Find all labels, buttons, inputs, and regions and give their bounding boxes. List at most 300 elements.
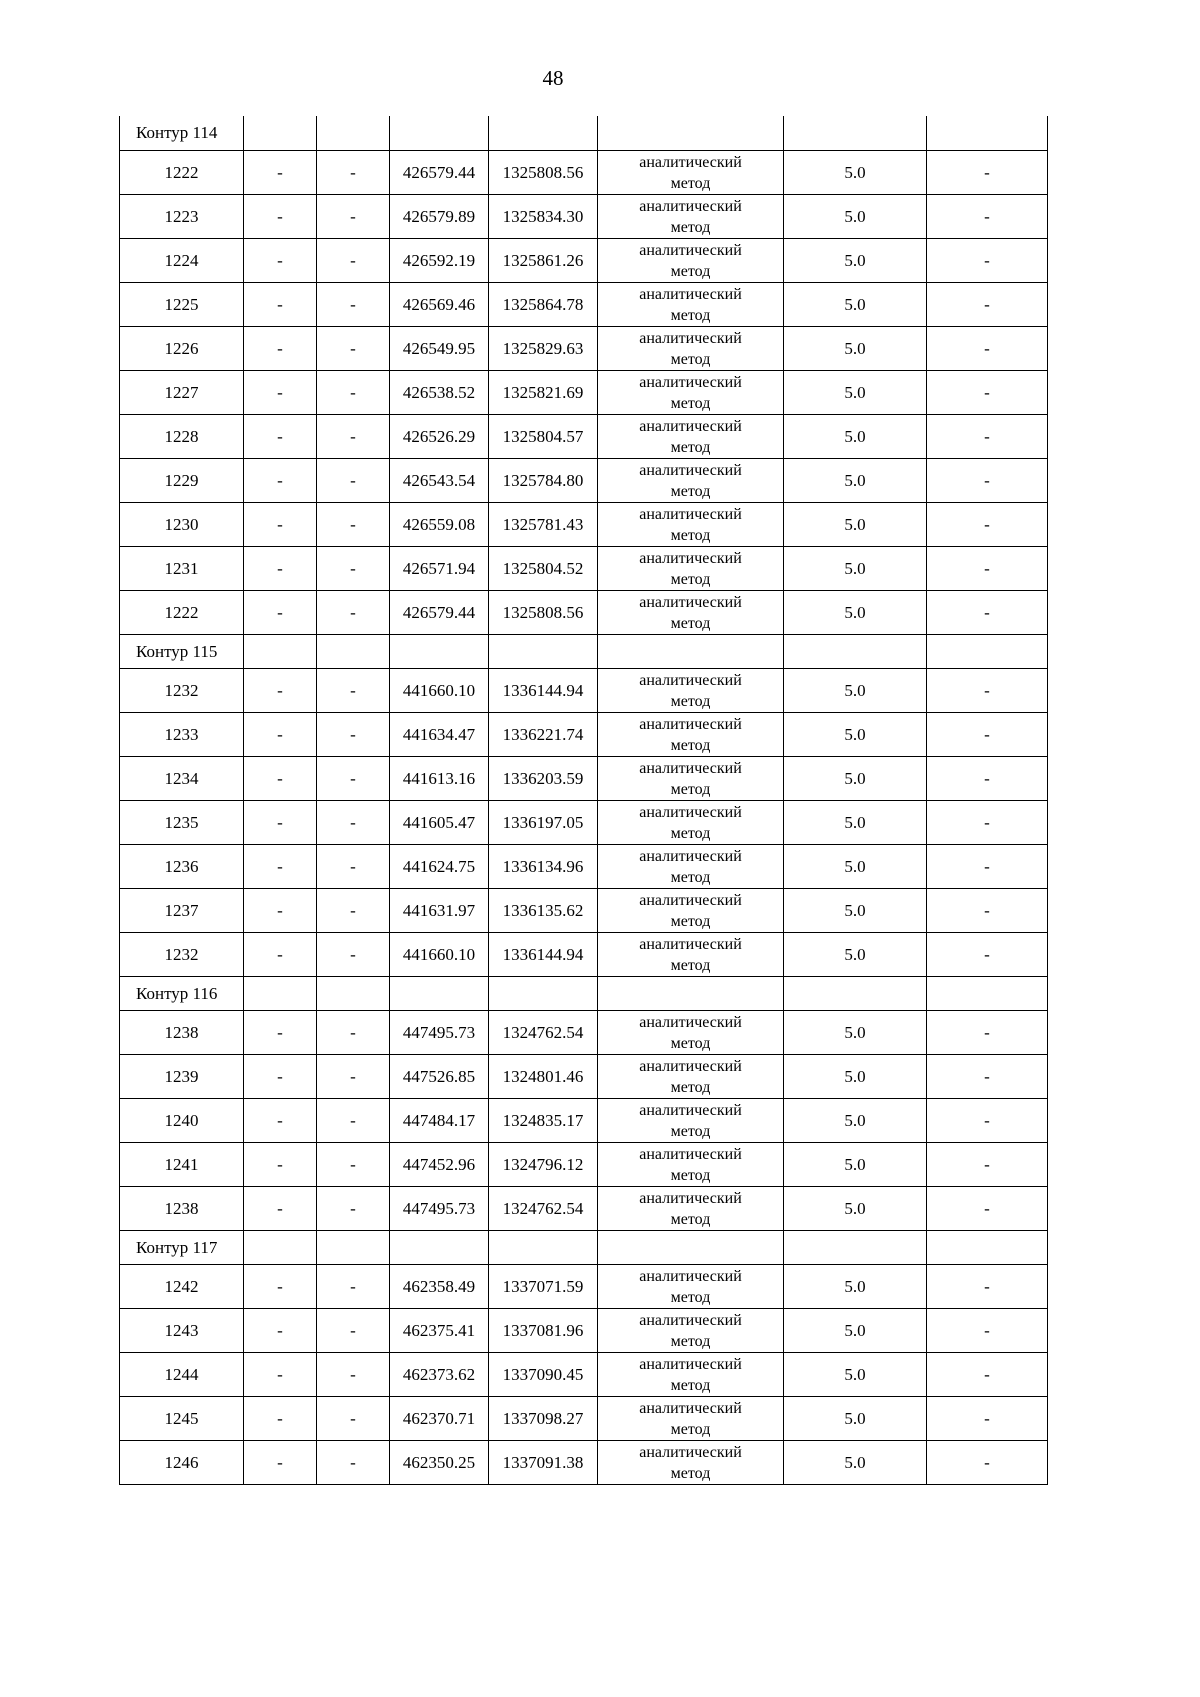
point-id-cell: 1243 xyxy=(120,1309,244,1353)
table-row xyxy=(120,713,1048,757)
dash-cell: - xyxy=(317,845,390,889)
method-line-1: аналитический xyxy=(639,715,742,733)
y-coordinate-cell: 1324762.54 xyxy=(489,1011,598,1055)
empty-cell xyxy=(244,977,317,1011)
method-line-2: метод xyxy=(670,306,711,324)
point-id-cell: 1222 xyxy=(120,151,244,195)
x-coordinate-cell: 426579.44 xyxy=(390,591,489,635)
note-cell: - xyxy=(927,591,1048,635)
method-line-2: метод xyxy=(670,174,711,192)
accuracy-cell: 5.0 xyxy=(784,1187,927,1231)
point-id-cell: 1225 xyxy=(120,283,244,327)
empty-cell xyxy=(598,977,784,1011)
x-coordinate-cell: 441660.10 xyxy=(390,933,489,977)
y-coordinate-cell: 1336203.59 xyxy=(489,757,598,801)
dash-cell: - xyxy=(244,669,317,713)
y-coordinate-cell: 1336221.74 xyxy=(489,713,598,757)
point-id-cell: 1232 xyxy=(120,933,244,977)
dash-cell: - xyxy=(244,239,317,283)
accuracy-cell: 5.0 xyxy=(784,459,927,503)
accuracy-cell: 5.0 xyxy=(784,547,927,591)
method-line-2: метод xyxy=(670,526,711,544)
empty-cell xyxy=(784,977,927,1011)
y-coordinate-cell: 1324796.12 xyxy=(489,1143,598,1187)
point-id-cell: 1222 xyxy=(120,591,244,635)
method-line-1: аналитический xyxy=(639,759,742,777)
method-line-2: метод xyxy=(670,868,711,886)
x-coordinate-cell: 447495.73 xyxy=(390,1187,489,1231)
empty-cell xyxy=(244,1231,317,1265)
dash-cell: - xyxy=(317,1055,390,1099)
method-cell xyxy=(598,547,784,591)
dash-cell: - xyxy=(317,1265,390,1309)
y-coordinate-cell: 1337090.45 xyxy=(489,1353,598,1397)
accuracy-cell: 5.0 xyxy=(784,415,927,459)
method-line-2: метод xyxy=(670,438,711,456)
accuracy-cell: 5.0 xyxy=(784,889,927,933)
accuracy-cell: 5.0 xyxy=(784,933,927,977)
dash-cell: - xyxy=(317,1187,390,1231)
dash-cell: - xyxy=(244,1441,317,1485)
table-row xyxy=(120,1143,1048,1187)
table-row xyxy=(120,1099,1048,1143)
y-coordinate-cell: 1336134.96 xyxy=(489,845,598,889)
method-line-2: метод xyxy=(670,780,711,798)
x-coordinate-cell: 462350.25 xyxy=(390,1441,489,1485)
dash-cell: - xyxy=(317,591,390,635)
y-coordinate-cell: 1336144.94 xyxy=(489,933,598,977)
method-cell xyxy=(598,1099,784,1143)
note-cell: - xyxy=(927,1397,1048,1441)
method-line-1: аналитический xyxy=(639,847,742,865)
accuracy-cell: 5.0 xyxy=(784,669,927,713)
dash-cell: - xyxy=(244,547,317,591)
method-line-2: метод xyxy=(670,570,711,588)
dash-cell: - xyxy=(244,1353,317,1397)
y-coordinate-cell: 1325864.78 xyxy=(489,283,598,327)
method-line-1: аналитический xyxy=(639,241,742,259)
empty-cell xyxy=(927,116,1048,151)
dash-cell: - xyxy=(317,503,390,547)
dash-cell: - xyxy=(244,933,317,977)
empty-cell xyxy=(784,116,927,151)
dash-cell: - xyxy=(317,713,390,757)
method-cell xyxy=(598,371,784,415)
note-cell: - xyxy=(927,757,1048,801)
x-coordinate-cell: 447526.85 xyxy=(390,1055,489,1099)
dash-cell: - xyxy=(317,669,390,713)
method-cell xyxy=(598,713,784,757)
note-cell: - xyxy=(927,1099,1048,1143)
point-id-cell: 1239 xyxy=(120,1055,244,1099)
dash-cell: - xyxy=(317,889,390,933)
accuracy-cell: 5.0 xyxy=(784,1265,927,1309)
accuracy-cell: 5.0 xyxy=(784,845,927,889)
table-row xyxy=(120,327,1048,371)
method-line-1: аналитический xyxy=(639,1013,742,1031)
empty-cell xyxy=(489,977,598,1011)
table-row xyxy=(120,845,1048,889)
method-line-2: метод xyxy=(670,482,711,500)
dash-cell: - xyxy=(317,151,390,195)
method-cell xyxy=(598,459,784,503)
empty-cell xyxy=(784,635,927,669)
empty-cell xyxy=(927,977,1048,1011)
method-cell xyxy=(598,1309,784,1353)
method-cell xyxy=(598,801,784,845)
empty-cell xyxy=(390,116,489,151)
note-cell: - xyxy=(927,459,1048,503)
x-coordinate-cell: 426549.95 xyxy=(390,327,489,371)
x-coordinate-cell: 441605.47 xyxy=(390,801,489,845)
table-row xyxy=(120,1309,1048,1353)
method-cell xyxy=(598,889,784,933)
dash-cell: - xyxy=(244,1055,317,1099)
table-row xyxy=(120,889,1048,933)
method-line-2: метод xyxy=(670,692,711,710)
accuracy-cell: 5.0 xyxy=(784,371,927,415)
method-line-2: метод xyxy=(670,1332,711,1350)
y-coordinate-cell: 1336144.94 xyxy=(489,669,598,713)
note-cell: - xyxy=(927,151,1048,195)
contour-header-row xyxy=(120,1231,1048,1265)
y-coordinate-cell: 1325861.26 xyxy=(489,239,598,283)
note-cell: - xyxy=(927,1011,1048,1055)
empty-cell xyxy=(390,977,489,1011)
method-line-1: аналитический xyxy=(639,1311,742,1329)
method-line-2: метод xyxy=(670,262,711,280)
method-cell xyxy=(598,1441,784,1485)
table-row xyxy=(120,757,1048,801)
dash-cell: - xyxy=(244,845,317,889)
method-line-2: метод xyxy=(670,350,711,368)
empty-cell xyxy=(244,635,317,669)
method-line-1: аналитический xyxy=(639,891,742,909)
dash-cell: - xyxy=(244,1143,317,1187)
x-coordinate-cell: 441660.10 xyxy=(390,669,489,713)
table-row xyxy=(120,239,1048,283)
method-cell xyxy=(598,591,784,635)
dash-cell: - xyxy=(317,1441,390,1485)
method-cell xyxy=(598,1143,784,1187)
note-cell: - xyxy=(927,547,1048,591)
x-coordinate-cell: 462375.41 xyxy=(390,1309,489,1353)
empty-cell xyxy=(390,1231,489,1265)
method-cell xyxy=(598,283,784,327)
note-cell: - xyxy=(927,1187,1048,1231)
dash-cell: - xyxy=(244,1187,317,1231)
point-id-cell: 1241 xyxy=(120,1143,244,1187)
dash-cell: - xyxy=(244,1265,317,1309)
point-id-cell: 1232 xyxy=(120,669,244,713)
dash-cell: - xyxy=(244,459,317,503)
method-line-2: метод xyxy=(670,1166,711,1184)
method-line-2: метод xyxy=(670,1464,711,1482)
empty-cell xyxy=(598,635,784,669)
dash-cell: - xyxy=(244,591,317,635)
contour-label: Контур 116 xyxy=(120,977,244,1011)
method-line-2: метод xyxy=(670,1288,711,1306)
accuracy-cell: 5.0 xyxy=(784,1397,927,1441)
point-id-cell: 1230 xyxy=(120,503,244,547)
method-line-2: метод xyxy=(670,736,711,754)
method-line-1: аналитический xyxy=(639,1057,742,1075)
point-id-cell: 1223 xyxy=(120,195,244,239)
method-line-1: аналитический xyxy=(639,1267,742,1285)
method-line-2: метод xyxy=(670,1122,711,1140)
method-line-1: аналитический xyxy=(639,329,742,347)
table-row xyxy=(120,371,1048,415)
dash-cell: - xyxy=(317,1011,390,1055)
empty-cell xyxy=(390,635,489,669)
x-coordinate-cell: 426579.89 xyxy=(390,195,489,239)
method-cell xyxy=(598,1011,784,1055)
dash-cell: - xyxy=(317,327,390,371)
point-id-cell: 1238 xyxy=(120,1187,244,1231)
point-id-cell: 1246 xyxy=(120,1441,244,1485)
table-row xyxy=(120,1397,1048,1441)
note-cell: - xyxy=(927,889,1048,933)
method-line-2: метод xyxy=(670,614,711,632)
contour-label: Контур 115 xyxy=(120,635,244,669)
table-row xyxy=(120,195,1048,239)
y-coordinate-cell: 1337071.59 xyxy=(489,1265,598,1309)
point-id-cell: 1236 xyxy=(120,845,244,889)
y-coordinate-cell: 1337081.96 xyxy=(489,1309,598,1353)
dash-cell: - xyxy=(317,547,390,591)
dash-cell: - xyxy=(317,1353,390,1397)
point-id-cell: 1244 xyxy=(120,1353,244,1397)
empty-cell xyxy=(598,1231,784,1265)
dash-cell: - xyxy=(244,801,317,845)
y-coordinate-cell: 1324835.17 xyxy=(489,1099,598,1143)
method-line-2: метод xyxy=(670,912,711,930)
note-cell: - xyxy=(927,801,1048,845)
y-coordinate-cell: 1325784.80 xyxy=(489,459,598,503)
method-line-1: аналитический xyxy=(639,153,742,171)
y-coordinate-cell: 1336135.62 xyxy=(489,889,598,933)
accuracy-cell: 5.0 xyxy=(784,1011,927,1055)
method-cell xyxy=(598,669,784,713)
contour-label: Контур 117 xyxy=(120,1231,244,1265)
method-line-1: аналитический xyxy=(639,505,742,523)
y-coordinate-cell: 1336197.05 xyxy=(489,801,598,845)
method-line-1: аналитический xyxy=(639,1443,742,1461)
y-coordinate-cell: 1325804.57 xyxy=(489,415,598,459)
empty-cell xyxy=(489,635,598,669)
accuracy-cell: 5.0 xyxy=(784,239,927,283)
accuracy-cell: 5.0 xyxy=(784,151,927,195)
table-row xyxy=(120,1187,1048,1231)
y-coordinate-cell: 1324762.54 xyxy=(489,1187,598,1231)
x-coordinate-cell: 426571.94 xyxy=(390,547,489,591)
empty-cell xyxy=(317,635,390,669)
dash-cell: - xyxy=(244,1309,317,1353)
table-row xyxy=(120,547,1048,591)
accuracy-cell: 5.0 xyxy=(784,1309,927,1353)
method-line-2: метод xyxy=(670,218,711,236)
y-coordinate-cell: 1325808.56 xyxy=(489,591,598,635)
accuracy-cell: 5.0 xyxy=(784,591,927,635)
empty-cell xyxy=(598,116,784,151)
method-line-1: аналитический xyxy=(639,671,742,689)
y-coordinate-cell: 1325804.52 xyxy=(489,547,598,591)
accuracy-cell: 5.0 xyxy=(784,1055,927,1099)
dash-cell: - xyxy=(317,1099,390,1143)
accuracy-cell: 5.0 xyxy=(784,195,927,239)
x-coordinate-cell: 441634.47 xyxy=(390,713,489,757)
x-coordinate-cell: 447495.73 xyxy=(390,1011,489,1055)
empty-cell xyxy=(927,635,1048,669)
method-line-1: аналитический xyxy=(639,1355,742,1373)
note-cell: - xyxy=(927,503,1048,547)
method-cell xyxy=(598,1353,784,1397)
note-cell: - xyxy=(927,1055,1048,1099)
point-id-cell: 1231 xyxy=(120,547,244,591)
x-coordinate-cell: 426559.08 xyxy=(390,503,489,547)
x-coordinate-cell: 426592.19 xyxy=(390,239,489,283)
table-row xyxy=(120,933,1048,977)
dash-cell: - xyxy=(244,371,317,415)
method-line-2: метод xyxy=(670,394,711,412)
dash-cell: - xyxy=(317,757,390,801)
method-line-2: метод xyxy=(670,824,711,842)
note-cell: - xyxy=(927,713,1048,757)
x-coordinate-cell: 426579.44 xyxy=(390,151,489,195)
dash-cell: - xyxy=(317,801,390,845)
point-id-cell: 1238 xyxy=(120,1011,244,1055)
dash-cell: - xyxy=(244,195,317,239)
accuracy-cell: 5.0 xyxy=(784,1099,927,1143)
dash-cell: - xyxy=(244,415,317,459)
accuracy-cell: 5.0 xyxy=(784,713,927,757)
y-coordinate-cell: 1337098.27 xyxy=(489,1397,598,1441)
table-row xyxy=(120,415,1048,459)
method-cell xyxy=(598,757,784,801)
accuracy-cell: 5.0 xyxy=(784,283,927,327)
note-cell: - xyxy=(927,1265,1048,1309)
x-coordinate-cell: 426569.46 xyxy=(390,283,489,327)
note-cell: - xyxy=(927,1309,1048,1353)
y-coordinate-cell: 1325821.69 xyxy=(489,371,598,415)
x-coordinate-cell: 447452.96 xyxy=(390,1143,489,1187)
point-id-cell: 1227 xyxy=(120,371,244,415)
table-row xyxy=(120,591,1048,635)
accuracy-cell: 5.0 xyxy=(784,1143,927,1187)
point-id-cell: 1226 xyxy=(120,327,244,371)
empty-cell xyxy=(244,116,317,151)
method-line-1: аналитический xyxy=(639,1145,742,1163)
y-coordinate-cell: 1325808.56 xyxy=(489,151,598,195)
note-cell: - xyxy=(927,1441,1048,1485)
method-cell xyxy=(598,1265,784,1309)
method-line-1: аналитический xyxy=(639,549,742,567)
dash-cell: - xyxy=(317,239,390,283)
table-row xyxy=(120,669,1048,713)
empty-cell xyxy=(489,1231,598,1265)
table-row xyxy=(120,1353,1048,1397)
table-row xyxy=(120,503,1048,547)
table-row xyxy=(120,1011,1048,1055)
dash-cell: - xyxy=(317,415,390,459)
dash-cell: - xyxy=(244,1397,317,1441)
note-cell: - xyxy=(927,1143,1048,1187)
method-line-2: метод xyxy=(670,1376,711,1394)
note-cell: - xyxy=(927,1353,1048,1397)
x-coordinate-cell: 462358.49 xyxy=(390,1265,489,1309)
method-line-2: метод xyxy=(670,1034,711,1052)
point-id-cell: 1224 xyxy=(120,239,244,283)
method-line-2: метод xyxy=(670,1420,711,1438)
x-coordinate-cell: 426543.54 xyxy=(390,459,489,503)
note-cell: - xyxy=(927,327,1048,371)
dash-cell: - xyxy=(244,889,317,933)
point-id-cell: 1240 xyxy=(120,1099,244,1143)
method-cell xyxy=(598,1397,784,1441)
y-coordinate-cell: 1324801.46 xyxy=(489,1055,598,1099)
point-id-cell: 1229 xyxy=(120,459,244,503)
point-id-cell: 1245 xyxy=(120,1397,244,1441)
method-line-1: аналитический xyxy=(639,935,742,953)
method-cell xyxy=(598,845,784,889)
method-line-2: метод xyxy=(670,956,711,974)
method-line-1: аналитический xyxy=(639,1189,742,1207)
method-line-1: аналитический xyxy=(639,197,742,215)
dash-cell: - xyxy=(317,1397,390,1441)
method-line-2: метод xyxy=(670,1078,711,1096)
point-id-cell: 1233 xyxy=(120,713,244,757)
accuracy-cell: 5.0 xyxy=(784,327,927,371)
table-row xyxy=(120,459,1048,503)
dash-cell: - xyxy=(317,283,390,327)
method-line-1: аналитический xyxy=(639,417,742,435)
x-coordinate-cell: 441624.75 xyxy=(390,845,489,889)
method-cell xyxy=(598,151,784,195)
contour-header-row xyxy=(120,977,1048,1011)
y-coordinate-cell: 1325829.63 xyxy=(489,327,598,371)
contour-header-row xyxy=(120,635,1048,669)
note-cell: - xyxy=(927,371,1048,415)
x-coordinate-cell: 426526.29 xyxy=(390,415,489,459)
dash-cell: - xyxy=(317,459,390,503)
dash-cell: - xyxy=(244,713,317,757)
contour-label: Контур 114 xyxy=(120,116,244,151)
y-coordinate-cell: 1325781.43 xyxy=(489,503,598,547)
accuracy-cell: 5.0 xyxy=(784,801,927,845)
method-line-1: аналитический xyxy=(639,1101,742,1119)
dash-cell: - xyxy=(244,1099,317,1143)
accuracy-cell: 5.0 xyxy=(784,503,927,547)
table-row xyxy=(120,1265,1048,1309)
method-line-1: аналитический xyxy=(639,285,742,303)
note-cell: - xyxy=(927,283,1048,327)
y-coordinate-cell: 1337091.38 xyxy=(489,1441,598,1485)
method-cell xyxy=(598,933,784,977)
method-line-1: аналитический xyxy=(639,461,742,479)
point-id-cell: 1237 xyxy=(120,889,244,933)
note-cell: - xyxy=(927,195,1048,239)
method-cell xyxy=(598,1187,784,1231)
method-line-1: аналитический xyxy=(639,1399,742,1417)
point-id-cell: 1235 xyxy=(120,801,244,845)
method-cell xyxy=(598,415,784,459)
method-cell xyxy=(598,503,784,547)
dash-cell: - xyxy=(317,371,390,415)
table-row xyxy=(120,151,1048,195)
empty-cell xyxy=(317,116,390,151)
accuracy-cell: 5.0 xyxy=(784,1353,927,1397)
note-cell: - xyxy=(927,933,1048,977)
